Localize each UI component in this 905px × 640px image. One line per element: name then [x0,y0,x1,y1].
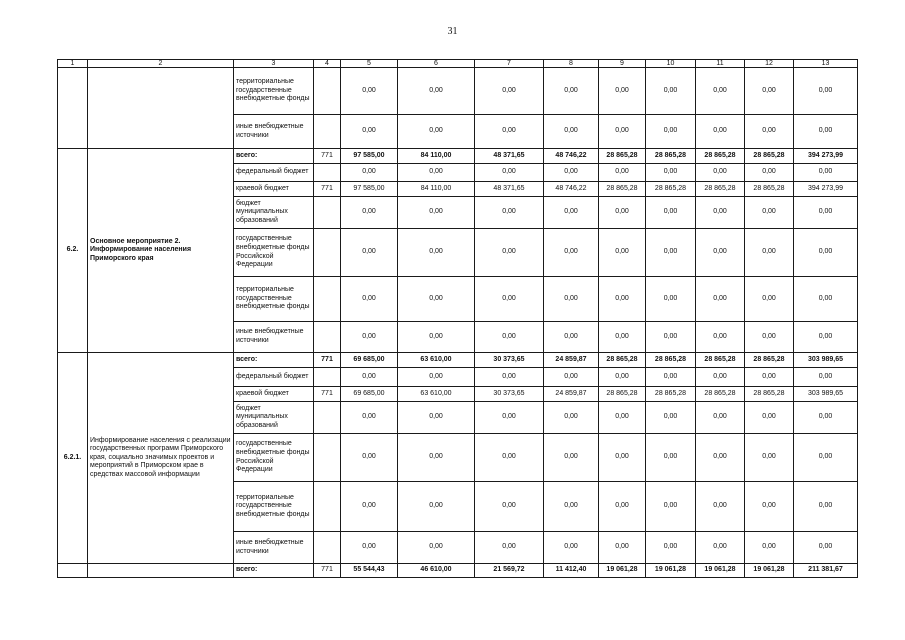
amount-cell: 0,00 [646,115,696,149]
amount-cell: 0,00 [544,229,599,277]
amount-cell: 48 746,22 [544,149,599,164]
budget-code [314,434,341,482]
amount-cell: 0,00 [646,532,696,564]
amount-cell: 0,00 [398,434,475,482]
budget-code [314,402,341,434]
column-number: 11 [696,60,745,68]
budget-code [314,229,341,277]
amount-cell: 211 381,67 [794,564,858,578]
amount-cell: 0,00 [745,229,794,277]
amount-cell: 0,00 [745,482,794,532]
amount-cell: 0,00 [646,197,696,229]
amount-cell: 63 610,00 [398,387,475,402]
amount-cell: 0,00 [794,164,858,182]
amount-cell: 0,00 [341,229,398,277]
column-number: 2 [88,60,234,68]
amount-cell: 0,00 [599,482,646,532]
amount-cell: 0,00 [599,434,646,482]
amount-cell: 0,00 [599,322,646,353]
amount-cell: 0,00 [599,277,646,322]
amount-cell: 97 585,00 [341,149,398,164]
column-number: 6 [398,60,475,68]
amount-cell: 0,00 [475,532,544,564]
funding-source-label: федеральный бюджет [234,368,314,387]
amount-cell: 0,00 [745,68,794,115]
column-number: 12 [745,60,794,68]
amount-cell: 303 989,65 [794,353,858,368]
column-number: 13 [794,60,858,68]
budget-code [314,277,341,322]
amount-cell: 0,00 [745,322,794,353]
item-number [58,68,88,149]
amount-cell: 0,00 [794,482,858,532]
funding-source-label: государственные внебюджетные фонды Российской Федерации [234,229,314,277]
amount-cell: 0,00 [398,532,475,564]
amount-cell: 0,00 [398,68,475,115]
amount-cell: 28 865,28 [599,182,646,197]
amount-cell: 0,00 [544,402,599,434]
amount-cell: 28 865,28 [696,149,745,164]
funding-source-label: краевой бюджет [234,182,314,197]
amount-cell: 0,00 [475,68,544,115]
budget-code [314,368,341,387]
amount-cell: 0,00 [794,277,858,322]
amount-cell: 84 110,00 [398,149,475,164]
amount-cell: 0,00 [794,115,858,149]
amount-cell: 0,00 [794,402,858,434]
amount-cell: 0,00 [646,368,696,387]
amount-cell: 0,00 [745,532,794,564]
amount-cell: 0,00 [544,277,599,322]
amount-cell: 0,00 [599,402,646,434]
amount-cell: 0,00 [599,229,646,277]
amount-cell: 46 610,00 [398,564,475,578]
table-row [58,564,858,578]
funding-source-label: территориальные государственные внебюджетные фонды [234,68,314,115]
amount-cell: 0,00 [398,277,475,322]
amount-cell: 0,00 [544,482,599,532]
funding-source-label: иные внебюджетные источники [234,322,314,353]
amount-cell: 394 273,99 [794,149,858,164]
amount-cell: 0,00 [794,368,858,387]
amount-cell: 0,00 [794,322,858,353]
item-name: Информирование населения с реализации государственных программ Приморского края, социально значимых проектов и мероприятий в Приморском крае в средствах массовой информации [88,353,234,564]
funding-source-label: иные внебюджетные источники [234,115,314,149]
amount-cell: 28 865,28 [745,353,794,368]
amount-cell: 28 865,28 [696,353,745,368]
budget-code: 771 [314,353,341,368]
amount-cell: 28 865,28 [599,353,646,368]
amount-cell: 0,00 [475,277,544,322]
amount-cell: 30 373,65 [475,387,544,402]
amount-cell: 0,00 [745,368,794,387]
amount-cell: 0,00 [341,164,398,182]
amount-cell: 0,00 [599,368,646,387]
amount-cell: 0,00 [341,402,398,434]
amount-cell: 0,00 [341,115,398,149]
amount-cell: 0,00 [745,434,794,482]
column-number: 5 [341,60,398,68]
page-number: 31 [447,26,458,37]
amount-cell: 0,00 [398,115,475,149]
amount-cell: 0,00 [599,164,646,182]
budget-code [314,532,341,564]
funding-source-label: иные внебюджетные источники [234,532,314,564]
item-number: 6.2.1. [58,353,88,564]
amount-cell: 0,00 [696,115,745,149]
amount-cell: 0,00 [475,434,544,482]
funding-source-label: всего: [234,353,314,368]
funding-source-label: государственные внебюджетные фонды Российской Федерации [234,434,314,482]
funding-source-label: краевой бюджет [234,387,314,402]
amount-cell: 303 989,65 [794,387,858,402]
amount-cell: 0,00 [475,229,544,277]
amount-cell: 0,00 [696,229,745,277]
budget-code: 771 [314,564,341,578]
amount-cell: 394 273,99 [794,182,858,197]
budget-code: 771 [314,182,341,197]
item-name: Основное мероприятие 2. Информирование населения Приморского края [88,149,234,353]
amount-cell: 0,00 [599,68,646,115]
table-row [58,149,858,164]
amount-cell: 0,00 [745,164,794,182]
budget-table [57,59,858,578]
amount-cell: 0,00 [475,322,544,353]
item-number [58,564,88,578]
amount-cell: 0,00 [646,277,696,322]
funding-source-label: бюджет муниципальных образований [234,197,314,229]
amount-cell: 19 061,28 [696,564,745,578]
amount-cell: 0,00 [544,164,599,182]
funding-source-label: территориальные государственные внебюджетные фонды [234,482,314,532]
amount-cell: 30 373,65 [475,353,544,368]
amount-cell: 28 865,28 [745,387,794,402]
budget-code [314,164,341,182]
amount-cell: 0,00 [696,277,745,322]
funding-source-label: всего: [234,149,314,164]
column-number: 3 [234,60,314,68]
amount-cell: 0,00 [398,197,475,229]
amount-cell: 24 859,87 [544,387,599,402]
amount-cell: 0,00 [398,229,475,277]
amount-cell: 0,00 [398,368,475,387]
amount-cell: 19 061,28 [745,564,794,578]
amount-cell: 0,00 [544,368,599,387]
amount-cell: 0,00 [398,402,475,434]
amount-cell: 0,00 [544,532,599,564]
item-number: 6.2. [58,149,88,353]
amount-cell: 0,00 [794,229,858,277]
funding-source-label: территориальные государственные внебюджетные фонды [234,277,314,322]
amount-cell: 0,00 [599,197,646,229]
item-name [88,564,234,578]
budget-code: 771 [314,149,341,164]
amount-cell: 0,00 [646,402,696,434]
funding-source-label: бюджет муниципальных образований [234,402,314,434]
amount-cell: 0,00 [794,68,858,115]
amount-cell: 0,00 [544,434,599,482]
column-number: 9 [599,60,646,68]
amount-cell: 0,00 [398,482,475,532]
amount-cell: 0,00 [696,368,745,387]
amount-cell: 0,00 [544,68,599,115]
amount-cell: 0,00 [544,197,599,229]
amount-cell: 0,00 [475,164,544,182]
amount-cell: 0,00 [341,482,398,532]
amount-cell: 0,00 [696,402,745,434]
amount-cell: 28 865,28 [745,182,794,197]
amount-cell: 0,00 [745,277,794,322]
amount-cell: 69 685,00 [341,353,398,368]
amount-cell: 0,00 [475,368,544,387]
amount-cell: 0,00 [794,434,858,482]
amount-cell: 55 544,43 [341,564,398,578]
column-number: 4 [314,60,341,68]
amount-cell: 28 865,28 [646,387,696,402]
amount-cell: 28 865,28 [646,149,696,164]
amount-cell: 0,00 [475,115,544,149]
funding-source-label: федеральный бюджет [234,164,314,182]
amount-cell: 97 585,00 [341,182,398,197]
amount-cell: 21 569,72 [475,564,544,578]
budget-code [314,115,341,149]
amount-cell: 0,00 [341,368,398,387]
amount-cell: 0,00 [646,164,696,182]
amount-cell: 28 865,28 [646,182,696,197]
amount-cell: 0,00 [646,434,696,482]
amount-cell: 0,00 [745,115,794,149]
amount-cell: 0,00 [646,322,696,353]
column-number: 10 [646,60,696,68]
amount-cell: 0,00 [341,68,398,115]
amount-cell: 0,00 [646,229,696,277]
amount-cell: 0,00 [341,434,398,482]
funding-source-label: всего: [234,564,314,578]
amount-cell: 48 746,22 [544,182,599,197]
amount-cell: 0,00 [398,322,475,353]
amount-cell: 0,00 [646,482,696,532]
amount-cell: 0,00 [599,532,646,564]
amount-cell: 0,00 [696,322,745,353]
amount-cell: 0,00 [475,197,544,229]
column-number: 7 [475,60,544,68]
amount-cell: 19 061,28 [599,564,646,578]
amount-cell: 0,00 [745,197,794,229]
amount-cell: 0,00 [544,322,599,353]
amount-cell: 0,00 [646,68,696,115]
amount-cell: 0,00 [341,532,398,564]
amount-cell: 48 371,65 [475,149,544,164]
table-row [58,353,858,368]
budget-code [314,482,341,532]
amount-cell: 0,00 [696,532,745,564]
amount-cell: 0,00 [475,482,544,532]
amount-cell: 28 865,28 [696,182,745,197]
amount-cell: 0,00 [599,115,646,149]
amount-cell: 11 412,40 [544,564,599,578]
amount-cell: 0,00 [794,197,858,229]
amount-cell: 28 865,28 [696,387,745,402]
budget-code [314,197,341,229]
amount-cell: 24 859,87 [544,353,599,368]
amount-cell: 28 865,28 [599,149,646,164]
amount-cell: 69 685,00 [341,387,398,402]
amount-cell: 0,00 [341,277,398,322]
amount-cell: 0,00 [745,402,794,434]
amount-cell: 0,00 [794,532,858,564]
item-name [88,68,234,149]
column-number: 8 [544,60,599,68]
amount-cell: 0,00 [696,482,745,532]
amount-cell: 28 865,28 [646,353,696,368]
amount-cell: 0,00 [696,197,745,229]
amount-cell: 0,00 [696,164,745,182]
amount-cell: 0,00 [341,197,398,229]
amount-cell: 0,00 [696,68,745,115]
amount-cell: 19 061,28 [646,564,696,578]
amount-cell: 0,00 [475,402,544,434]
column-numbers-row [58,60,858,68]
amount-cell: 0,00 [341,322,398,353]
amount-cell: 63 610,00 [398,353,475,368]
budget-code [314,322,341,353]
budget-code: 771 [314,387,341,402]
column-number: 1 [58,60,88,68]
amount-cell: 84 110,00 [398,182,475,197]
table-row [58,68,858,115]
amount-cell: 0,00 [544,115,599,149]
budget-code [314,68,341,115]
amount-cell: 28 865,28 [599,387,646,402]
amount-cell: 0,00 [398,164,475,182]
amount-cell: 48 371,65 [475,182,544,197]
amount-cell: 0,00 [696,434,745,482]
amount-cell: 28 865,28 [745,149,794,164]
